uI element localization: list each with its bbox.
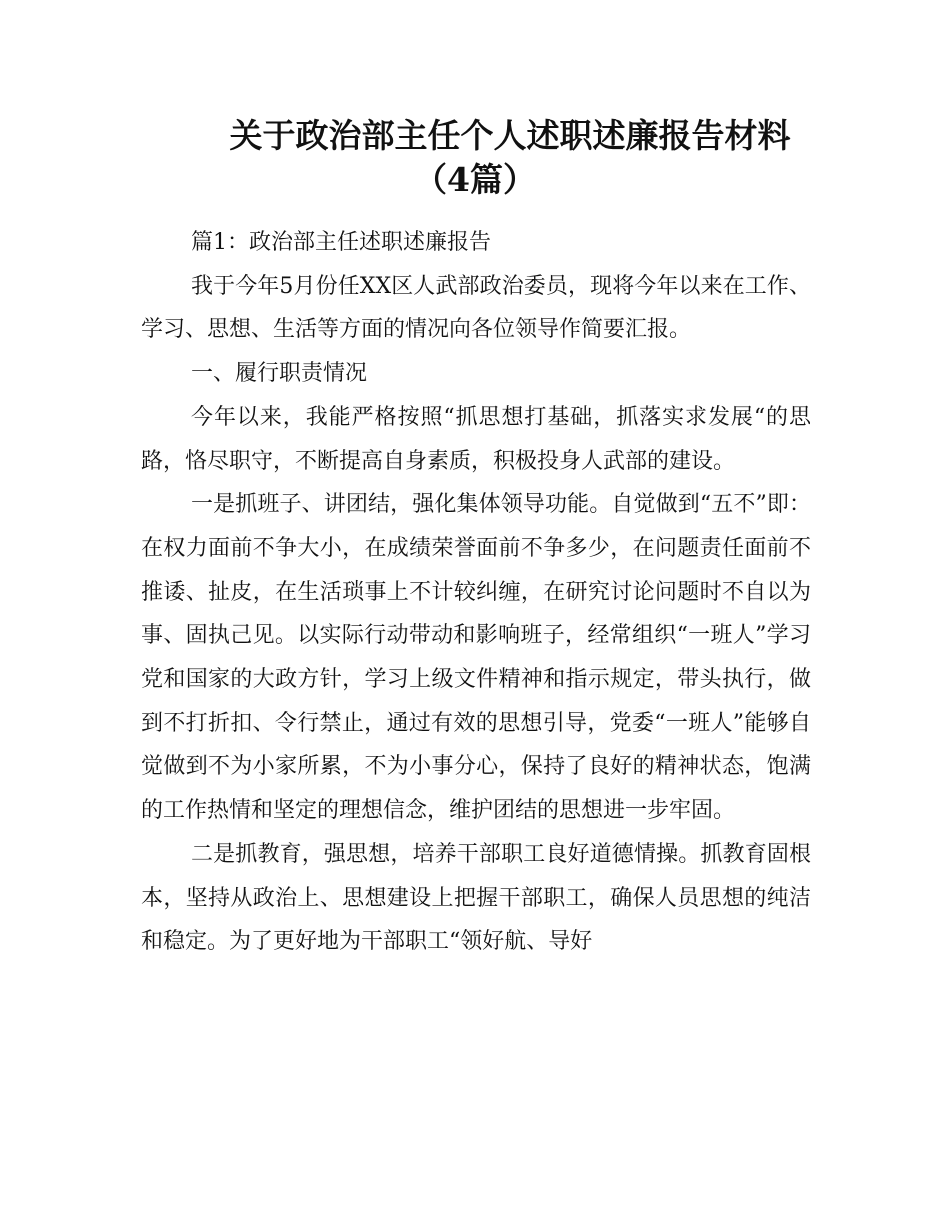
paragraph-intro: 我于今年5月份任XX区人武部政治委员，现将今年以来在工作、学习、思想、生活等方面的情况向各位领导作简要汇报。 <box>141 273 811 343</box>
paragraph-education: 二是抓教育，强思想，培养干部职工良好道德情操。抓教育固根本，坚持从政治上、思想建设上把握干部职工，确保人员思想的纯洁和稳定。为了更好地为干部职工“领好航、导好 <box>141 841 811 955</box>
paragraph-leadership-team: 一是抓班子、讲团结，强化集体领导功能。自觉做到“五不”即：在权力面前不争大小，在成绩荣誉面前不争多少，在问题责任面前不推诿、扯皮，在生活琐事上不计较纠缠，在研究讨论问题时不自以为事、固执己见。以实际行动带动和影响班子，经常组织“一班人”学习党和国家的大政方针，学习上级文件精神和指示规定，带头执行，做到不打折扣、令行禁止，通过有效的思想引导，党委“一班人”能够自觉做到不为小家所累，不为小事分心，保持了良好的精神状态，饱满的工作热情和坚定的理想信念，维护团结的思想进一步牢固。 <box>141 492 811 824</box>
document-title-line1: 关于政治部主任个人述职述廉报告材料 <box>229 116 791 155</box>
section-heading-part1: 篇1：政治部主任述职述廉报告 <box>191 230 491 255</box>
paragraph-duties-overview: 今年以来，我能严格按照“抓思想打基础，抓落实求发展“的思路，恪尽职守，不断提高自身素质，积极投身人武部的建设。 <box>141 404 811 474</box>
document-body <box>141 221 811 964</box>
document-title-line2: （4篇） <box>414 160 536 199</box>
section-heading-duties: 一、履行职责情况 <box>191 361 368 387</box>
